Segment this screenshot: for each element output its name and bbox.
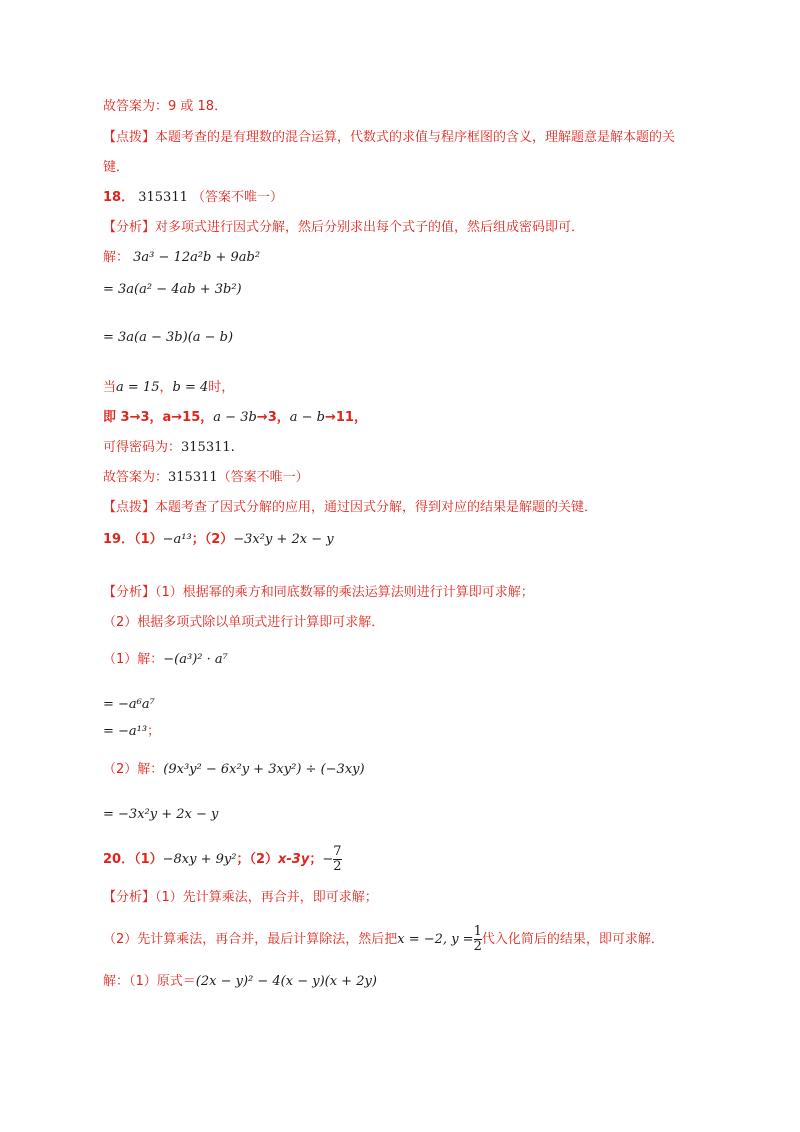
comment-18: 【点拨】本题考查了因式分解的应用，通过因式分解，得到对应的结果是解题的关键． [103,500,598,515]
math-expr: −3x²y + 2x − y [233,532,334,547]
math-expr: a − 3b [213,410,257,425]
solution-18-line5 [103,408,367,428]
analysis-19-part2: （2）根据多项式除以单项式进行计算即可求解． [103,615,385,630]
fraction-numerator: 7 [333,844,342,859]
math-expr: = −3x²y + 2x − y [103,807,219,822]
fraction-numerator: 1 [473,924,482,939]
q18-note: （答案不唯一） [192,190,284,205]
solution-18-line4 [103,378,234,398]
text: 代入化简后的结果，即可求解． [481,932,664,947]
solution-19-line3 [103,722,160,742]
math-expr: = 3a(a − 3b)(a − b) [103,330,234,345]
text: ； [147,724,161,739]
solution-18-line6 [103,438,235,458]
text: a→15， [162,410,214,425]
math-expr: a − b [289,410,325,425]
text: 可得密码为： [103,440,182,455]
math-expr: −a¹³ [162,532,192,547]
solution-19-line2 [103,695,155,715]
analysis-20-part2 [103,925,664,954]
text: 解：（1）原式＝ [103,974,196,989]
solution-18-line2 [103,280,242,300]
question-18-answer [103,188,283,208]
answer-note: （答案不唯一） [217,470,309,485]
math-expr: 3a³ − 12a²b + 9ab² [133,250,261,265]
math-expr: x = −2, y = [397,932,474,947]
fraction [474,925,482,954]
analysis-18: 【分析】对多项式进行因式分解，然后分别求出每个式子的值，然后组成密码即可． [103,220,585,235]
text: ； [309,852,323,867]
math-expr: = −a⁶a⁷ [103,697,155,712]
answer-value: 315311 [168,470,218,485]
solution-label: 解： [103,250,130,265]
math-expr: b = 4 [172,380,209,395]
text: x-3y [278,852,310,867]
text: ；（2） [191,532,234,547]
text: →11， [324,410,367,425]
text: ；（2） [236,852,279,867]
math-sign: − [322,852,334,867]
text: . [230,440,235,455]
math-expr: = 3a(a² − 4ab + 3b²) [103,282,242,297]
comment-17: 【点拨】本题考查的是有理数的混合运算，代数式的求值与程序框图的含义，理解题意是解本题的关 [103,130,676,145]
text: （1）解： [103,652,164,667]
text: 当 [103,380,117,395]
question-19-answer [103,530,334,550]
math-expr: = −a¹³ [103,724,148,739]
text: （2）先计算乘法，再合并，最后计算除法，然后把 [103,932,398,947]
solution-18-line1 [103,248,260,268]
text: （2）解： [103,762,164,777]
math-expr: −(a³)² · a⁷ [163,652,228,667]
code-value: 315311 [181,440,231,455]
math-expr: (2x − y)² − 4(x − y)(x + 2y) [195,974,377,989]
answer-line-18 [103,468,309,488]
q20-number: 20．（1） [103,852,163,867]
answer-line-17: 故答案为：9 或 18． [103,99,228,114]
text: 故答案为： [103,470,169,485]
text: 即 3→3， [103,410,163,425]
solution-19-part2 [103,760,365,780]
math-expr: −8xy + 9y² [162,852,237,867]
solution-20-line1 [103,972,377,992]
q19-number: 19．（1） [103,532,163,547]
solution-19-part1 [103,650,228,670]
math-expr: a = 15 [116,380,160,395]
text: →3， [256,410,290,425]
fraction [333,845,341,874]
q18-value: 315311 [138,190,188,205]
comment-17-cont: 键． [103,160,130,175]
text: 时， [208,380,235,395]
solution-19-part2-line2 [103,805,218,825]
analysis-19: 【分析】（1）根据幂的乘方和同底数幂的乘法运算法则进行计算即可求解； [103,585,534,600]
fraction-denominator: 2 [333,859,342,874]
analysis-20: 【分析】（1）先计算乘法，再合并，即可求解； [103,890,378,905]
question-20-answer [103,845,342,874]
q18-number: 18． [103,190,135,205]
text: ， [159,380,173,395]
math-expr: (9x³y² − 6x²y + 3xy²) ÷ (−3xy) [163,762,365,777]
fraction-denominator: 2 [473,939,482,954]
solution-18-line3 [103,328,233,348]
